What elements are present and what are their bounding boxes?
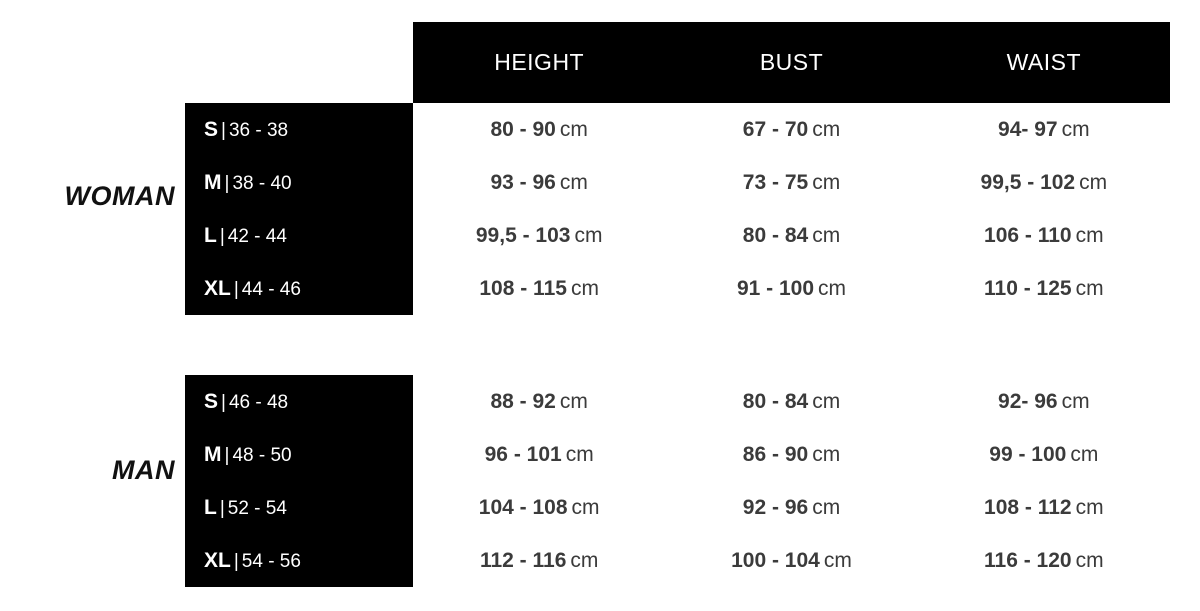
waist-cell	[918, 277, 1170, 301]
height-cell	[413, 549, 665, 573]
size-cell	[185, 277, 413, 301]
size-label: XL	[204, 548, 231, 572]
eu-size-label: 54 - 56	[241, 550, 301, 572]
waist-value: 110 - 125	[984, 276, 1072, 300]
size-separator: |	[219, 497, 225, 519]
bust-unit: cm	[812, 389, 841, 413]
height-unit: cm	[570, 548, 599, 572]
height-unit: cm	[570, 276, 599, 300]
size-cell	[185, 390, 413, 414]
waist-cell	[918, 496, 1170, 520]
waist-unit: cm	[1061, 117, 1090, 141]
height-cell	[413, 118, 665, 142]
bust-value: 80 - 84	[742, 389, 809, 413]
waist-value: 108 - 112	[984, 495, 1072, 519]
eu-size-label: 38 - 40	[232, 172, 292, 194]
size-label: S	[204, 389, 219, 413]
table-header-row	[413, 22, 1170, 103]
bust-cell	[665, 171, 917, 195]
bust-cell	[665, 277, 917, 301]
size-cell	[185, 224, 413, 248]
height-cell	[413, 390, 665, 414]
table-row	[185, 103, 1170, 156]
bust-cell	[665, 549, 917, 573]
height-cell	[413, 496, 665, 520]
height-value: 80 - 90	[490, 117, 556, 141]
waist-value: 99,5 - 102	[980, 170, 1076, 194]
table-row	[185, 428, 1170, 481]
bust-unit: cm	[812, 495, 841, 519]
table-row	[185, 209, 1170, 262]
height-value: 112 - 116	[479, 548, 567, 572]
bust-cell	[665, 390, 917, 414]
group-label-man: MAN	[112, 455, 175, 485]
size-separator: |	[224, 444, 230, 466]
height-unit: cm	[574, 223, 603, 247]
size-label: L	[204, 495, 217, 519]
waist-cell	[918, 118, 1170, 142]
size-label: S	[204, 117, 219, 141]
bust-value: 80 - 84	[742, 223, 809, 247]
height-unit: cm	[565, 442, 594, 466]
bust-unit: cm	[812, 170, 841, 194]
table-row	[185, 481, 1170, 534]
bust-unit: cm	[823, 548, 852, 572]
waist-unit: cm	[1075, 548, 1104, 572]
height-unit: cm	[559, 117, 588, 141]
height-value: 99,5 - 103	[475, 223, 571, 247]
height-value: 96 - 101	[484, 442, 562, 466]
waist-unit: cm	[1075, 276, 1104, 300]
table-row	[185, 262, 1170, 315]
size-cell	[185, 443, 413, 467]
size-separator: |	[221, 391, 226, 413]
eu-size-label: 52 - 54	[227, 497, 287, 519]
waist-value: 92- 96	[998, 389, 1058, 413]
bust-unit: cm	[812, 117, 841, 141]
waist-value: 106 - 110	[984, 223, 1072, 247]
size-separator: |	[233, 278, 239, 300]
size-cell	[185, 171, 413, 195]
column-header-waist: WAIST	[1006, 49, 1082, 75]
bust-cell	[665, 443, 917, 467]
eu-size-label: 36 - 38	[228, 119, 289, 141]
height-value: 93 - 96	[490, 170, 556, 194]
table-row	[185, 156, 1170, 209]
height-value: 104 - 108	[478, 495, 568, 519]
bust-value: 73 - 75	[742, 170, 809, 194]
height-value: 108 - 115	[479, 276, 567, 300]
woman-rows	[185, 103, 1170, 315]
size-cell	[185, 118, 413, 142]
bust-value: 67 - 70	[742, 117, 809, 141]
waist-cell	[918, 390, 1170, 414]
waist-unit: cm	[1079, 170, 1108, 194]
bust-cell	[665, 118, 917, 142]
bust-unit: cm	[812, 442, 841, 466]
size-separator: |	[233, 550, 239, 572]
height-cell	[413, 443, 665, 467]
column-header-height: HEIGHT	[494, 49, 585, 75]
height-cell	[413, 171, 665, 195]
height-unit: cm	[559, 170, 588, 194]
eu-size-label: 48 - 50	[232, 444, 292, 466]
group-label-woman: WOMAN	[64, 181, 175, 211]
size-cell	[185, 496, 413, 520]
size-label: M	[204, 442, 222, 466]
waist-cell	[918, 224, 1170, 248]
column-header-bust: BUST	[759, 49, 824, 75]
eu-size-label: 42 - 44	[227, 225, 287, 247]
man-rows	[185, 375, 1170, 587]
waist-unit: cm	[1075, 223, 1104, 247]
waist-unit: cm	[1075, 495, 1104, 519]
size-separator: |	[224, 172, 230, 194]
bust-unit: cm	[812, 223, 841, 247]
waist-cell	[918, 549, 1170, 573]
waist-value: 94- 97	[998, 117, 1058, 141]
bust-value: 86 - 90	[742, 442, 809, 466]
bust-value: 100 - 104	[731, 548, 820, 572]
bust-cell	[665, 224, 917, 248]
size-label: M	[204, 170, 222, 194]
height-value: 88 - 92	[490, 389, 556, 413]
size-label: XL	[204, 276, 231, 300]
bust-value: 92 - 96	[742, 495, 809, 519]
table-row	[185, 375, 1170, 428]
eu-size-label: 44 - 46	[241, 278, 301, 300]
waist-value: 116 - 120	[984, 548, 1072, 572]
eu-size-label: 46 - 48	[228, 391, 289, 413]
waist-cell	[918, 443, 1170, 467]
waist-value: 99 - 100	[989, 442, 1067, 466]
size-cell	[185, 549, 413, 573]
waist-cell	[918, 171, 1170, 195]
bust-unit: cm	[818, 276, 847, 300]
height-cell	[413, 224, 665, 248]
height-unit: cm	[559, 389, 588, 413]
waist-unit: cm	[1070, 442, 1099, 466]
height-cell	[413, 277, 665, 301]
height-unit: cm	[571, 495, 600, 519]
size-separator: |	[219, 225, 225, 247]
table-row	[185, 534, 1170, 587]
size-separator: |	[221, 119, 226, 141]
waist-unit: cm	[1061, 389, 1090, 413]
size-label: L	[204, 223, 217, 247]
bust-value: 91 - 100	[736, 276, 815, 300]
bust-cell	[665, 496, 917, 520]
